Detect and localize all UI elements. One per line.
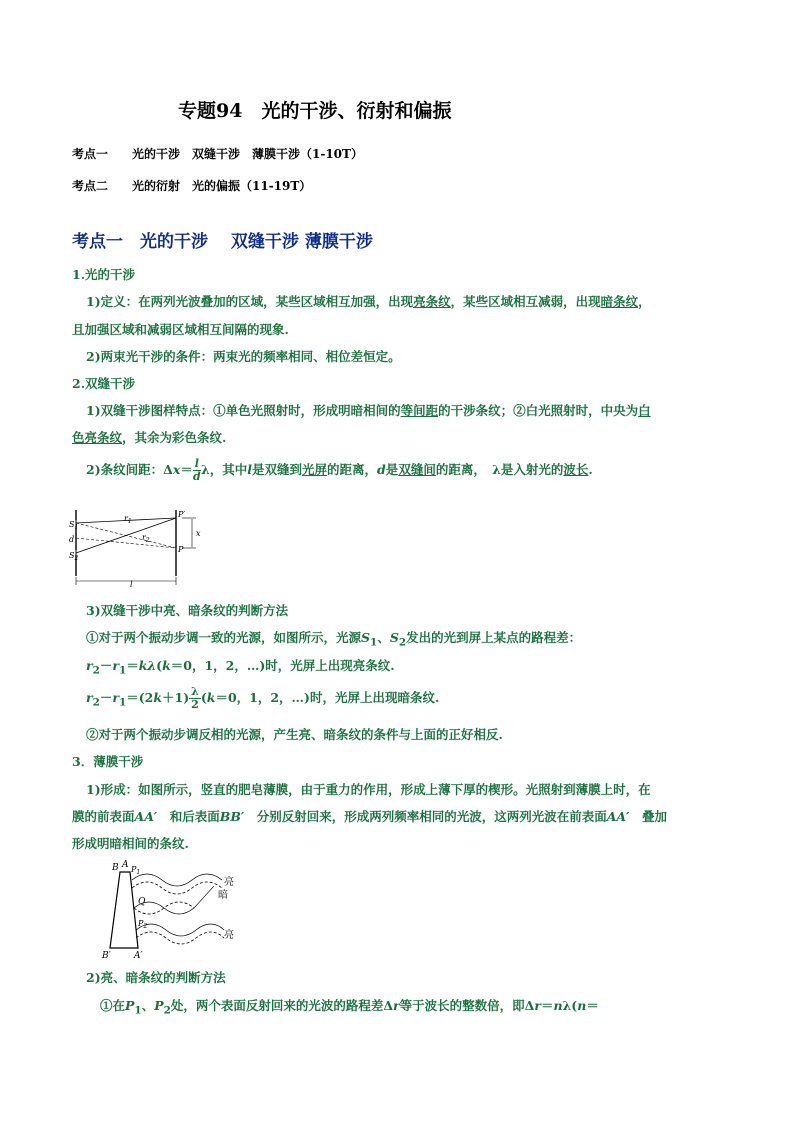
label-r1: $r_1$ (124, 514, 132, 525)
label-q: Q (138, 897, 146, 907)
fraction-lambda-over-2: $\frac{\lambda}{2}$ (191, 685, 199, 711)
s1-p1: 1)定义：在两列光波叠加的区域，某些区域相互加强，出现亮条纹，某些区域相互减弱，出现暗条纹， (86, 294, 651, 309)
s3-p1-line3: 形成明暗相间的条纹. (72, 836, 189, 851)
s2-p3-1: ①对于两个振动步调一致的光源，如图所示，光源$S_1$、$S_2$发出的光到屏上某点的路程差： (86, 630, 582, 649)
label-s1: $S_1$ (69, 520, 79, 531)
label-p: P (178, 545, 184, 554)
label-p1: $P_1$ (131, 865, 141, 876)
s3-heading: 3．薄膜干涉 (72, 754, 144, 769)
s2-heading: 2.双缝干涉 (72, 376, 136, 391)
label-l: l (130, 580, 133, 589)
section-heading: 考点一 光的干涉 双缝干涉 薄膜干涉 (72, 232, 373, 252)
s3-p1-line2: 膜的前表面AA′ 和后表面BB′ 分别反射回来，形成两列频率相同的光波，这两列光波在前表面AA′ 叠加 (72, 809, 667, 824)
page-title: 专题94 光的干涉、衍射和偏振 (178, 100, 452, 122)
label-b: B (112, 863, 119, 873)
s2-p3: 3)双缝干涉中亮、暗条纹的判断方法 (86, 603, 289, 618)
label-b-prime: B′ (102, 951, 111, 961)
toc-item-1: 考点一 光的干涉 双缝干涉 薄膜干涉（1-10T） (72, 147, 363, 161)
s2-p1-line2: 色亮条纹，其余为彩色条纹. (72, 430, 227, 445)
s1-heading: 1.光的干涉 (72, 267, 136, 282)
double-slit-diagram (69, 508, 212, 589)
label-a: A (122, 860, 129, 870)
s2-p1: 1)双缝干涉图样特点：①单色光照射时，形成明暗相间的等间距的干涉条纹；②白光照射时，中央为白 (86, 403, 651, 418)
label-dark: 暗 (218, 890, 228, 901)
label-r2: $r_2$ (142, 533, 150, 544)
s1-p1-line2: 且加强区域和减弱区域相互间隔的现象. (72, 322, 289, 337)
toc-item-2: 考点二 光的衍射 光的偏振（11-19T） (72, 179, 312, 193)
bright-fringe-condition: $r_2-r_1=k\lambda(k=0$，1，2，…)时，光屏上出现亮条纹. (86, 658, 395, 677)
label-a-prime: A′ (134, 951, 143, 961)
s3-p1-line1: 1)形成：如图所示，竖直的肥皂薄膜，由于重力的作用，形成上薄下厚的楔形。光照射到薄膜上时，在 (86, 782, 651, 797)
label-bright-2: 亮 (224, 930, 234, 941)
s3-p2: 2)亮、暗条纹的判断方法 (86, 970, 226, 985)
s1-p2: 2)两束光干涉的条件：两束光的频率相同、相位差恒定。 (86, 349, 401, 364)
label-p-prime: P′ (178, 510, 186, 519)
thin-film-diagram (100, 858, 250, 962)
s2-p3-2: ②对于两个振动步调反相的光源，产生亮、暗条纹的条件与上面的正好相反. (86, 727, 503, 742)
label-p2: $P_2$ (138, 919, 148, 930)
dark-fringe-condition: $r_2-r_1=(2k+1)$ $\frac{\lambda}{2}$ (k＝0，1，2，…)时，光屏上出现暗条纹. (86, 685, 440, 711)
label-d: d (69, 535, 75, 544)
s3-p2-1: ①在$P_1$、$P_2$处，两个表面反射回来的光波的路程差Δr等于波长的整数倍，即Δr＝nλ(n＝ (100, 998, 599, 1017)
s2-p2-formula: 2)条纹间距：Δx＝ $\frac{l}{d}$ λ，其中l是双缝到光屏的距离，d是双缝间的距离， λ是入射光的波长. (86, 457, 593, 483)
label-bright-1: 亮 (224, 877, 234, 888)
label-x: x (196, 529, 201, 538)
fraction-l-over-d: $\frac{l}{d}$ (193, 457, 201, 483)
label-s2: $S_2$ (69, 551, 79, 562)
